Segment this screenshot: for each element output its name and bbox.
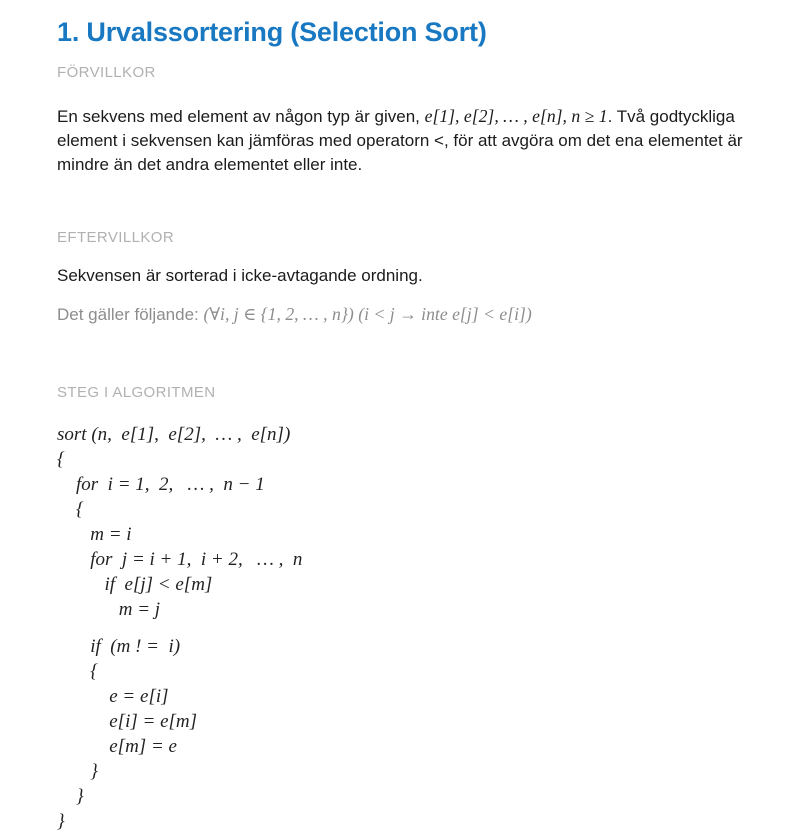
paragraph-text-segment: En sekvens med element av någon typ är given, [57,107,425,126]
postcondition-statement: Sekvensen är sorterad i icke-avtagande ordning. [57,266,423,285]
code-line: m = j [57,599,161,620]
postcondition-formula [57,302,757,327]
section-label-eftervillkor: EFTERVILLKOR [57,229,175,246]
code-line: for i = 1, 2, … , n − 1 [57,474,265,495]
formula-text-segment: Det gäller följande: [57,305,204,324]
precondition-paragraph [57,104,757,177]
section-label-steg-i-algoritmen: STEG I ALGORITMEN [57,384,216,401]
code-line: } [57,761,98,782]
code-line: } [57,811,65,832]
code-line: e[i] = e[m] [57,711,198,732]
paragraph-math-segment: e[1], e[2], … , e[n], n ≥ 1 [424,106,608,126]
page-title: 1. Urvalssortering (Selection Sort) [57,17,487,47]
algorithm-pseudocode [57,422,757,834]
code-line: m = i [57,524,132,545]
code-line: { [57,449,65,470]
code-line: { [57,661,98,682]
code-line: } [57,786,84,807]
code-line: { [57,499,84,520]
section-label-forvillkor: FÖRVILLKOR [57,64,156,81]
code-line [57,622,757,634]
code-line: if e[j] < e[m] [57,574,213,595]
code-line: sort (n, e[1], e[2], … , e[n]) [57,424,291,445]
code-line: e = e[i] [57,686,169,707]
code-line: for j = i + 1, i + 2, … , n [57,549,303,570]
code-line: if (m ! = i) [57,636,181,657]
code-line: e[m] = e [57,736,177,757]
paragraph-text-segment: . Två godtyckliga element i sekvensen kan jämföras med operatorn <, för att avgöra om det ena elementet är mindre än det andra elementet eller inte. [57,107,743,174]
formula-math-segment: (∀i, j ∈ {1, 2, … , n}) (i < j → inte e[j] < e[i]) [203,304,532,324]
